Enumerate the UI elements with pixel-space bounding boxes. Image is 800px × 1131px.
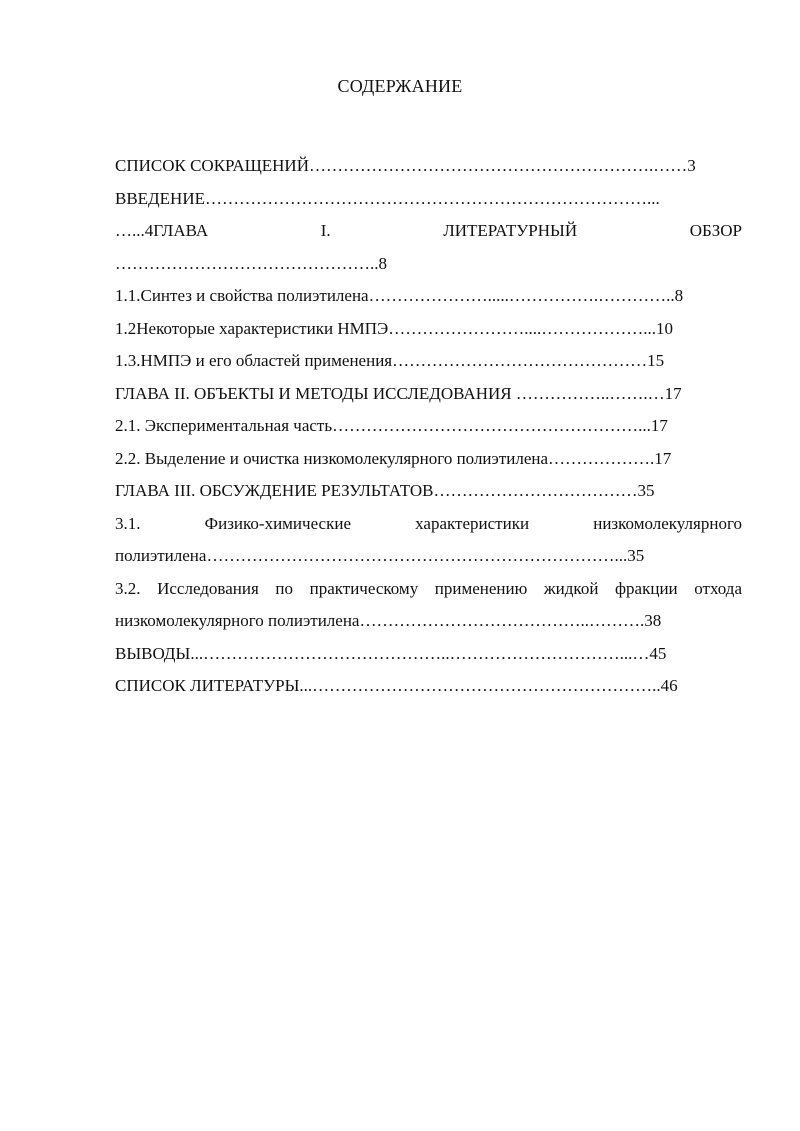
toc-line-chapter-2: ГЛАВА II. ОБЪЕКТЫ И МЕТОДЫ ИССЛЕДОВАНИЯ ……………..…….…17: [115, 383, 682, 403]
toc-line-conclusions: ВЫВОДЫ...……………………………………..…………………………...…45: [115, 643, 667, 663]
toc-line-references: СПИСОК ЛИТЕРАТУРЫ...……………………………………………………..46: [115, 676, 678, 695]
table-of-contents: [115, 150, 742, 703]
toc-line-1-1: 1.1.Синтез и свойства полиэтилена………………….....…………….…………..8: [115, 286, 684, 305]
toc-line-2-1: 2.1. Экспериментальная часть………………………………………………...17: [115, 416, 668, 435]
toc-line-3-1-cont: полиэтилена………………………………………………………………...35: [115, 546, 645, 565]
toc-line-3-2-cont: низкомолекулярного полиэтилена…………………………………..……….38: [115, 611, 662, 630]
toc-line-introduction: ВВЕДЕНИЕ……………………………………………………………………...: [115, 188, 660, 208]
toc-line-chapter-1-page: ………………………………………..8: [115, 253, 387, 273]
toc-line-chapter-1: …...4ГЛАВА I. ЛИТЕРАТУРНЫЙ ОБЗОР: [115, 221, 742, 240]
page-title: СОДЕРЖАНИЕ: [337, 76, 463, 96]
toc-line-chapter-3: ГЛАВА III. ОБСУЖДЕНИЕ РЕЗУЛЬТАТОВ………………………………35: [115, 481, 655, 500]
toc-line-1-3: 1.3.НМПЭ и его областей применения………………………………………15: [115, 351, 665, 370]
toc-line-3-2: 3.2. Исследования по практическому применению жидкой фракции отхода: [115, 578, 742, 598]
toc-line-3-1: 3.1. Физико-химические характеристики низкомолекулярного: [115, 513, 742, 533]
toc-line-2-2: 2.2. Выделение и очистка низкомолекулярного полиэтилена……………….17: [115, 448, 672, 468]
toc-line-1-2: 1.2Некоторые характеристики НМПЭ……………………....………………...10: [115, 318, 673, 338]
toc-line-abbreviations: СПИСОК СОКРАЩЕНИЙ…………………………………………………….……3: [115, 156, 696, 175]
